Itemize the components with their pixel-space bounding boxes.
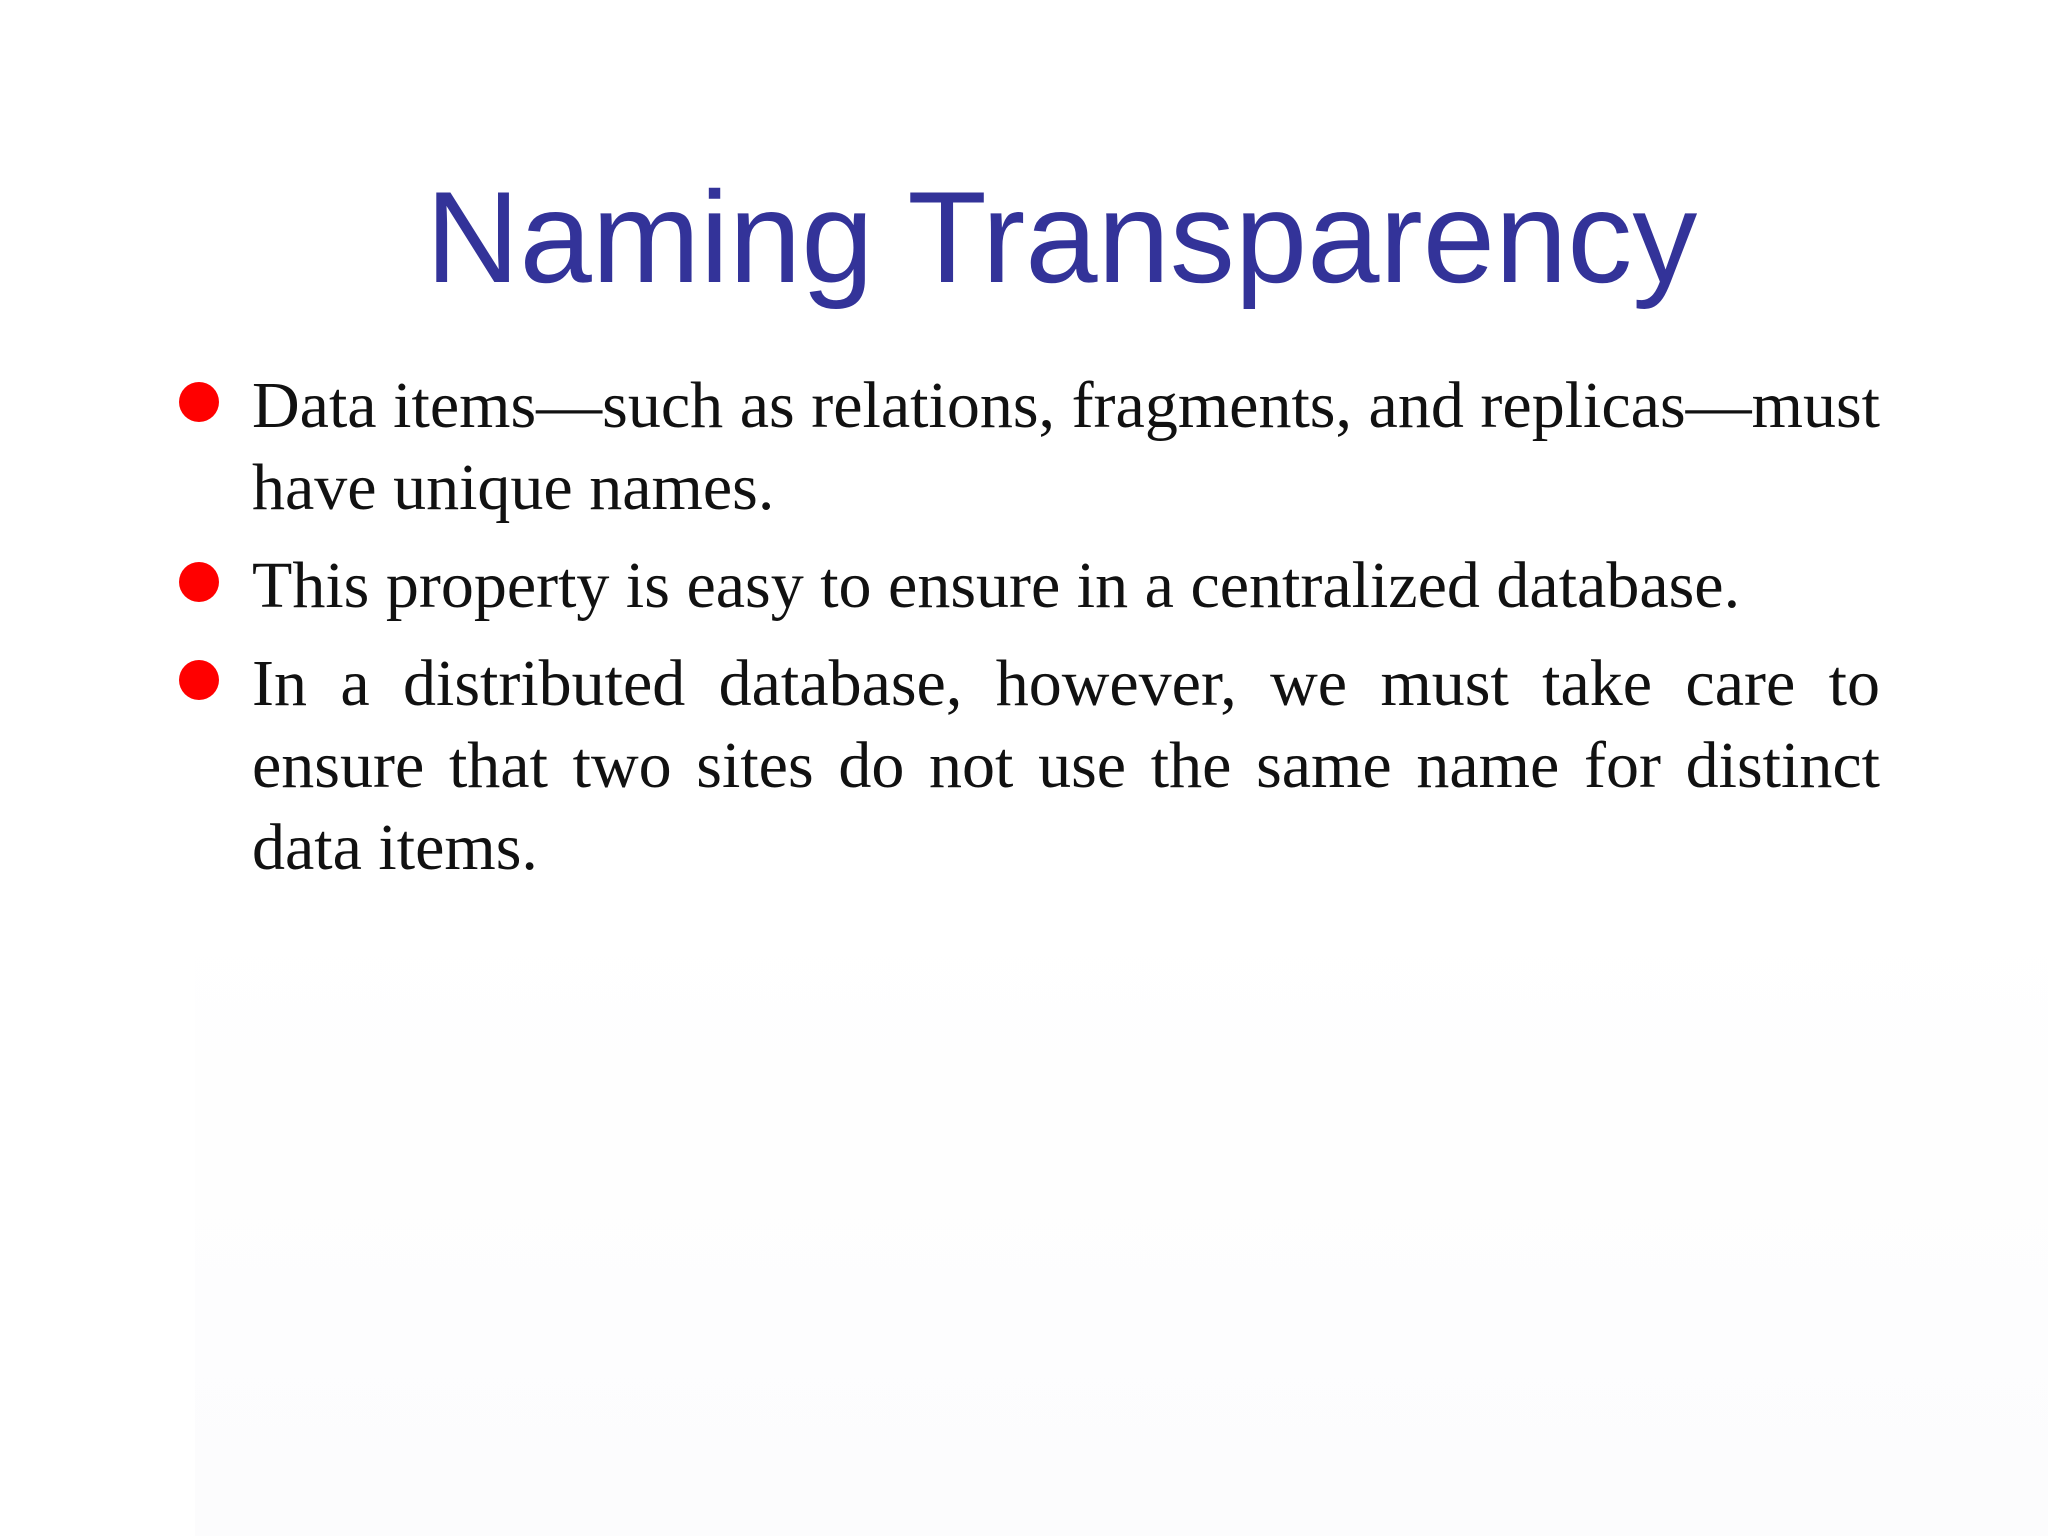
bullet-dot-icon xyxy=(179,382,219,422)
bullet-dot-icon xyxy=(179,562,219,602)
bullet-text: In a distributed database, however, we must take care to ensure that two sites do not use the same name for distinct data items. xyxy=(252,647,1880,884)
bullet-item xyxy=(252,545,1880,627)
bullet-list xyxy=(252,365,1880,905)
slide-title: Naming Transparency xyxy=(425,164,1698,310)
bullet-item xyxy=(252,643,1880,889)
bullet-dot-icon xyxy=(179,660,219,700)
bullet-item xyxy=(252,365,1880,529)
bullet-text: Data items—such as relations, fragments, and replicas—must have unique names. xyxy=(252,369,1880,524)
background-shade xyxy=(195,900,2048,1536)
bullet-text: This property is easy to ensure in a centralized database. xyxy=(252,549,1741,622)
